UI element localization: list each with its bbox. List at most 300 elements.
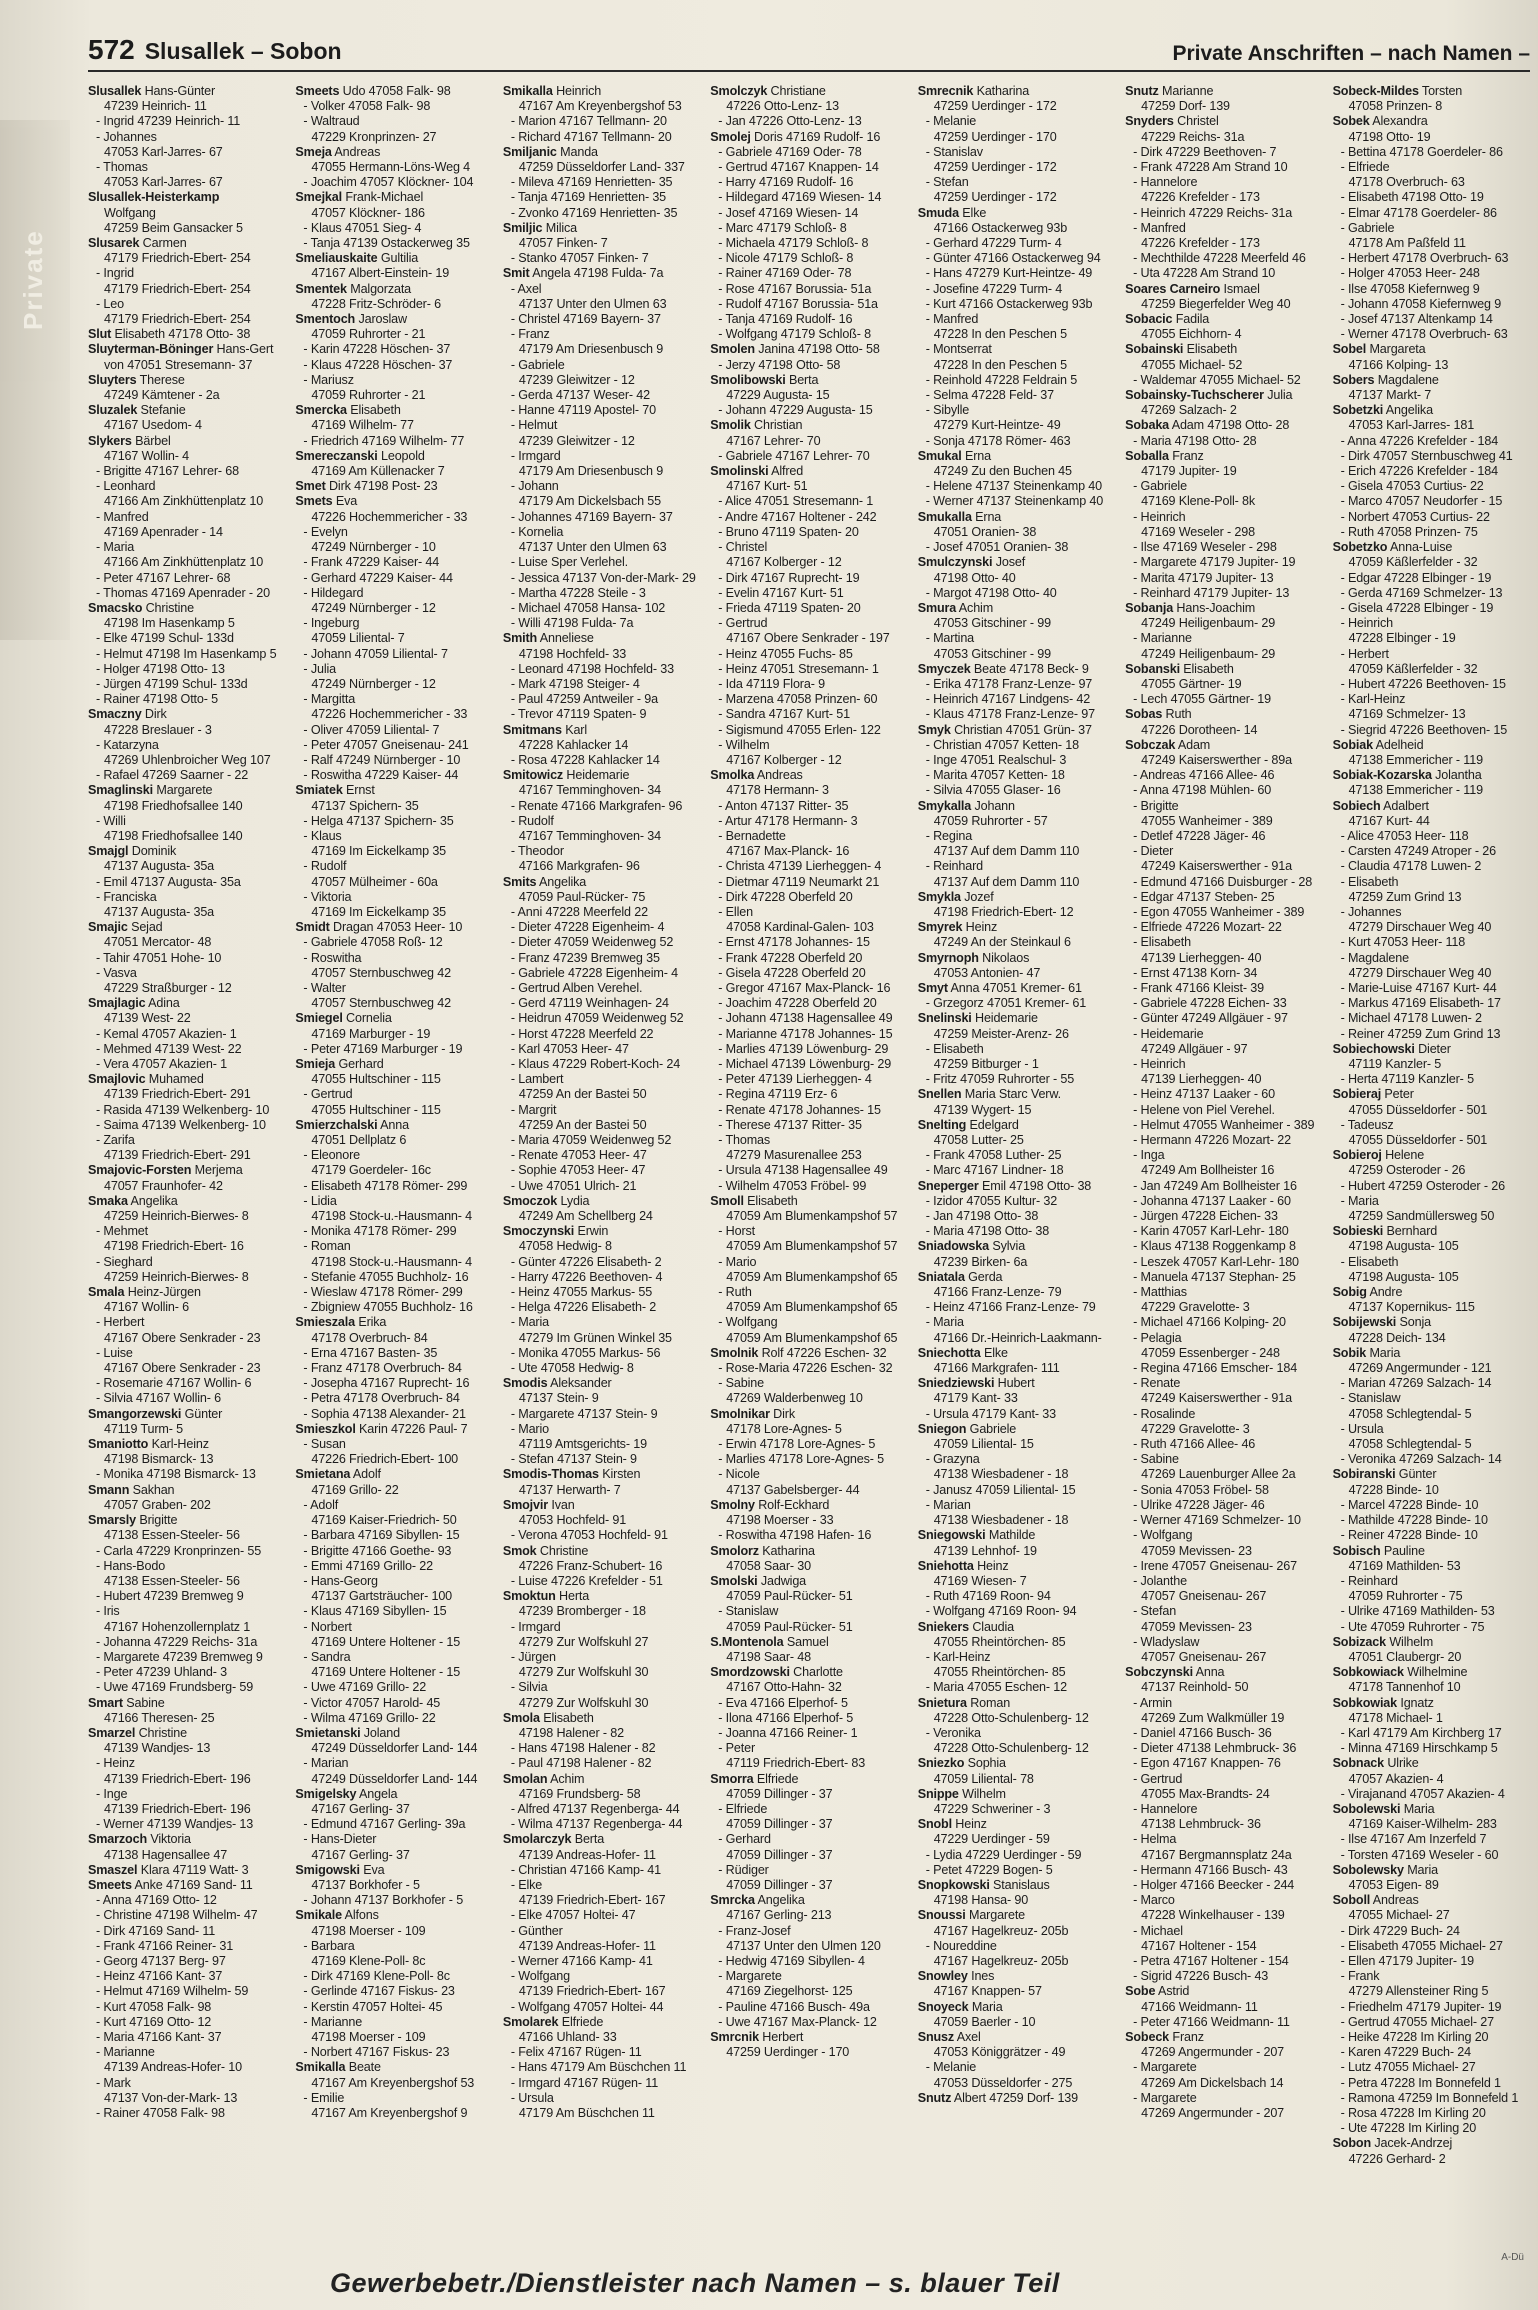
listing-entry	[503, 449, 700, 464]
address-line: 47138 Essen-Steeler- 56	[104, 1528, 240, 1543]
listing-entry	[1125, 1270, 1322, 1285]
address-line: 47198 Stock-u.-Hausmann- 4	[311, 1209, 473, 1224]
surname: Smann	[88, 1482, 130, 1497]
listing-entry	[1125, 1437, 1322, 1452]
entry-text: - Klaus 47178 Franz-Lenze- 97	[925, 707, 1095, 722]
address-line: 47239 Birken- 6a	[933, 1254, 1028, 1269]
listing-entry	[1125, 236, 1322, 251]
listing-entry	[295, 1057, 492, 1072]
listing-entry	[88, 388, 285, 403]
listing-entry	[88, 1285, 285, 1300]
listing-entry	[295, 753, 492, 768]
listing-entry	[918, 1817, 1115, 1832]
entry-text: - Josepha 47167 Ruprecht- 16	[303, 1376, 470, 1391]
listing-entry	[295, 1559, 492, 1574]
surname: S.Montenola	[710, 1634, 784, 1649]
listing-entry	[1333, 175, 1530, 190]
entry-text: - Georg 47137 Berg- 97	[96, 1953, 226, 1968]
entry-text: Joland	[360, 1725, 400, 1740]
entry-text: - Waldemar 47055 Michael- 52	[1133, 372, 1301, 387]
listing-entry	[88, 1133, 285, 1148]
listing-entry	[918, 844, 1115, 859]
listing-entry	[710, 1118, 907, 1133]
surname: Sobiak	[1332, 737, 1373, 752]
listing-entry	[710, 981, 907, 996]
entry-text: - Rafael 47269 Saarner - 22	[96, 768, 249, 783]
address-line: 47167 Otto-Hahn- 32	[726, 1680, 842, 1695]
surname: Smeliauskaite	[295, 251, 378, 266]
surname: Snyders	[1125, 114, 1174, 129]
entry-text: - Uwe 47051 Ulrich- 21	[510, 1178, 637, 1193]
listing-entry	[503, 1133, 700, 1148]
listing-entry	[503, 1848, 700, 1863]
address-line: 47259 Düsseldorfer Land- 337	[518, 160, 685, 175]
entry-text: - Andreas 47166 Allee- 46	[1133, 768, 1275, 783]
listing-entry	[503, 1224, 700, 1239]
entry-text: Erika	[354, 1315, 387, 1330]
listing-entry	[1125, 1726, 1322, 1741]
listing-entry	[918, 1574, 1115, 1589]
listing-entry	[295, 1863, 492, 1878]
listing-entry	[1333, 1407, 1530, 1422]
entry-text: - Luise 47226 Krefelder - 51	[510, 1573, 663, 1588]
address-line: 47059 Käßlerfelder - 32	[1348, 661, 1478, 676]
listing-entry	[1125, 2015, 1322, 2030]
listing-entry	[1125, 707, 1322, 722]
entry-text: Dirk	[769, 1406, 795, 1421]
listing-entry	[295, 540, 492, 555]
surname: Snellen	[917, 1087, 962, 1102]
listing-entry	[503, 1057, 700, 1072]
listing-entry	[295, 236, 492, 251]
listing-entry	[295, 859, 492, 874]
listing-entry	[710, 1407, 907, 1422]
entry-text: - Dietmar 47119 Neumarkt 21	[718, 874, 880, 889]
listing-entry	[88, 266, 285, 281]
entry-text: - Hans-Dieter	[303, 1832, 377, 1847]
listing-entry	[88, 935, 285, 950]
entry-text: - Willi 47198 Fulda- 7a	[510, 616, 634, 631]
address-line: 47137 Gartsträucher- 100	[311, 1589, 453, 1604]
listing-entry	[295, 358, 492, 373]
listing-entry	[88, 1027, 285, 1042]
listing-entry	[88, 1057, 285, 1072]
address-line: 47138 Essen-Steeler- 56	[104, 1573, 240, 1588]
listing-entry	[1333, 449, 1530, 464]
listing-entry	[1333, 1817, 1530, 1832]
entry-text: - Marion 47167 Tellmann- 20	[510, 114, 667, 129]
listing-entry	[295, 920, 492, 935]
listing-entry	[295, 783, 492, 798]
surname: Smitmans	[502, 722, 562, 737]
entry-text: - Anna 47169 Otto- 12	[96, 1893, 217, 1908]
listing-entry	[710, 236, 907, 251]
entry-text: Malgorzata	[346, 281, 412, 296]
address-line: 47138 Lehmbruck- 36	[1141, 1817, 1261, 1832]
entry-text: - Christel	[718, 540, 768, 555]
address-line: 47239 Gleiwitzer - 12	[518, 433, 635, 448]
listing-entry	[918, 2030, 1115, 2045]
listing-entry	[918, 1163, 1115, 1178]
listing-entry	[918, 1270, 1115, 1285]
entry-text: - Martha 47228 Steile - 3	[510, 585, 646, 600]
entry-text: - Elisabeth	[1133, 935, 1191, 950]
listing-entry	[295, 282, 492, 297]
entry-text: Carmen	[139, 236, 187, 251]
address-line: 47167 Hagelkreuz- 205b	[933, 1953, 1069, 1968]
address-line: 47055 Michael- 27	[1348, 1908, 1450, 1923]
listing-entry	[295, 1285, 492, 1300]
surname: Smiljanic	[502, 144, 557, 159]
listing-entry	[88, 768, 285, 783]
listing-entry	[295, 1346, 492, 1361]
listing-entry	[918, 1285, 1115, 1300]
surname: Sobczynski	[1125, 1665, 1193, 1680]
listing-entry	[710, 342, 907, 357]
address-line: 47167 Am Kreyenbergshof 9	[311, 2106, 468, 2121]
address-line: 47198 Hansa- 90	[933, 1893, 1029, 1908]
listing-entry	[918, 996, 1115, 1011]
listing-entry	[295, 1103, 492, 1118]
listing-entry	[88, 1908, 285, 1923]
entry-text: Ivan	[548, 1497, 575, 1512]
entry-text: - Harry 47226 Beethoven- 4	[510, 1269, 663, 1284]
listing-entry	[918, 266, 1115, 281]
listing-entry	[88, 1194, 285, 1209]
surname: Sniechotta	[917, 1345, 981, 1360]
listing-entry	[503, 1772, 700, 1787]
entry-text: - Kurt 47169 Otto- 12	[96, 2014, 212, 2029]
listing-entry	[1333, 1650, 1530, 1665]
listing-entry	[295, 1908, 492, 1923]
listing-entry	[1125, 251, 1322, 266]
address-line: 47226 Hochemmericher - 33	[311, 707, 468, 722]
listing-entry	[1333, 1376, 1530, 1391]
listing-entry	[918, 1376, 1115, 1391]
entry-text: Erwin	[574, 1224, 609, 1239]
listing-entry	[295, 1467, 492, 1482]
entry-text: - Irmgard 47167 Rügen- 11	[510, 2075, 659, 2090]
listing-entry	[88, 1665, 285, 1680]
listing-entry	[918, 616, 1115, 631]
listing-entry	[295, 160, 492, 175]
entry-text: Adam	[1175, 737, 1211, 752]
listing-entry	[918, 1148, 1115, 1163]
address-line: 47059 Am Blumenkampshof 57	[726, 1209, 898, 1224]
listing-entry	[1333, 1087, 1530, 1102]
entry-text: - Dieter 47138 Lehmbruck- 36	[1133, 1741, 1297, 1756]
listing-entry	[1333, 1848, 1530, 1863]
listing-entry	[295, 1163, 492, 1178]
listing-entry	[710, 890, 907, 905]
listing-entry	[918, 1680, 1115, 1695]
entry-text: - Irmgard	[510, 448, 561, 463]
entry-text: - Heinrich 47229 Reichs- 31a	[1133, 205, 1293, 220]
entry-text: Heinz	[951, 1817, 987, 1832]
entry-text: - Ellen	[718, 904, 753, 919]
listing-entry	[1333, 145, 1530, 160]
listing-entry	[503, 114, 700, 129]
listing-entry	[710, 449, 907, 464]
listing-entry	[295, 1498, 492, 1513]
listing-entry	[1125, 1224, 1322, 1239]
listing-entry	[710, 647, 907, 662]
listing-entry	[295, 1589, 492, 1604]
entry-text: - Marc 47167 Lindner- 18	[925, 1163, 1064, 1178]
entry-text: - Elisabeth 47178 Römer- 299	[303, 1178, 468, 1193]
entry-text: - Ingeburg	[303, 616, 360, 631]
listing-entry	[295, 99, 492, 114]
listing-entry	[918, 2060, 1115, 2075]
listing-entry	[918, 2045, 1115, 2060]
surname: Smolarczyk	[502, 1832, 572, 1847]
listing-entry	[88, 1711, 285, 1726]
listing-entry	[918, 1802, 1115, 1817]
listing-entry	[710, 1893, 907, 1908]
entry-text: - Maria	[1340, 1193, 1379, 1208]
entry-text: - Rudolf	[303, 859, 347, 874]
entry-text: - Regina 47119 Erz- 6	[718, 1087, 838, 1102]
address-line: 47228 Binde- 10	[1348, 1482, 1439, 1497]
listing-entry	[918, 1772, 1115, 1787]
entry-text: - Leo	[96, 296, 124, 311]
listing-entry	[1333, 342, 1530, 357]
listing-entry	[710, 1027, 907, 1042]
entry-text: Elisabeth	[1179, 661, 1234, 676]
listing-entry	[503, 1391, 700, 1406]
listing-entry	[295, 1741, 492, 1756]
entry-text: - Walter	[303, 980, 346, 995]
entry-text: Achim	[547, 1771, 585, 1786]
listing-entry	[88, 1741, 285, 1756]
listing-entry	[710, 1544, 907, 1559]
listing-entry	[88, 1467, 285, 1482]
entry-text: - Holger 47053 Heer- 248	[1340, 266, 1480, 281]
listing-entry	[918, 312, 1115, 327]
address-line: 47053 Karl-Jarres- 67	[104, 144, 223, 159]
listing-entry	[295, 616, 492, 631]
listing-entry	[88, 829, 285, 844]
address-line: 47169 Im Eickelkamp 35	[311, 844, 447, 859]
listing-column-4	[710, 84, 907, 2264]
listing-entry	[503, 2060, 700, 2075]
entry-text: - Peter 47169 Marburger - 19	[303, 1041, 463, 1056]
entry-text: - Klaus 47138 Roggenkamp 8	[1133, 1239, 1296, 1254]
listing-entry	[88, 631, 285, 646]
address-line: 47057 Graben- 202	[104, 1497, 211, 1512]
listing-entry	[1125, 1878, 1322, 1893]
listing-entry	[1125, 586, 1322, 601]
surname: Smaka	[88, 1193, 128, 1208]
entry-text: - Theodor	[510, 844, 564, 859]
listing-entry	[295, 1315, 492, 1330]
entry-text: - Erna 47167 Basten- 35	[303, 1345, 438, 1360]
listing-entry	[503, 2030, 700, 2045]
surname: Sluyterman-Böninger	[88, 342, 214, 357]
entry-text: - Sieghard	[96, 1254, 153, 1269]
surname: Smolorz	[710, 1543, 759, 1558]
entry-text: - Gerhard 47229 Kaiser- 44	[303, 570, 453, 585]
address-line: 47053 Gitschiner - 99	[933, 616, 1051, 631]
entry-text: - Egon 47167 Knappen- 76	[1133, 1756, 1281, 1771]
entry-text: Rolf 47226 Eschen- 32	[758, 1345, 887, 1360]
entry-text: Achim	[956, 600, 994, 615]
listing-entry	[1333, 84, 1530, 99]
address-line: 47169 Klene-Poll- 8k	[1141, 494, 1256, 509]
surname: Smolan	[502, 1771, 548, 1786]
listing-entry	[918, 707, 1115, 722]
entry-text: - Uwe 47167 Max-Planck- 12	[718, 2014, 877, 2029]
listing-entry	[710, 99, 907, 114]
entry-text: - Trevor 47119 Spaten- 9	[510, 707, 647, 722]
entry-text: Elisabeth	[539, 1710, 594, 1725]
entry-text: - Franz 47178 Overbruch- 84	[303, 1361, 462, 1376]
address-line: 47249 Kämtener - 2a	[104, 388, 220, 403]
surname: Sobiak-Kozarska	[1332, 768, 1432, 783]
address-line: 47059 Am Blumenkampshof 65	[726, 1300, 898, 1315]
listing-entry	[710, 1133, 907, 1148]
listing-entry	[1333, 783, 1530, 798]
listing-entry	[1125, 1285, 1322, 1300]
entry-text: - Victor 47057 Harold- 45	[303, 1695, 441, 1710]
listing-entry	[503, 1361, 700, 1376]
entry-text: - Dirk 47229 Buch- 24	[1340, 1923, 1460, 1938]
listing-entry	[295, 464, 492, 479]
listing-entry	[88, 1939, 285, 1954]
surname: Smolczyk	[710, 84, 768, 98]
entry-text: Alfred	[768, 464, 804, 479]
address-line: 47169 Untere Holtener - 15	[311, 1665, 461, 1680]
listing-entry	[710, 555, 907, 570]
entry-text: Margareta	[1366, 342, 1426, 357]
listing-entry	[1125, 84, 1322, 99]
listing-entry	[1125, 1391, 1322, 1406]
listing-entry	[295, 586, 492, 601]
listing-entry	[1333, 601, 1530, 616]
listing-entry	[1333, 814, 1530, 829]
entry-text: Torsten	[1418, 84, 1463, 98]
entry-text: - Ruth 47058 Prinzen- 75	[1340, 524, 1478, 539]
entry-text: - Reiner 47259 Zum Grind 13	[1340, 1026, 1501, 1041]
listing-entry	[918, 130, 1115, 145]
listing-entry	[88, 1863, 285, 1878]
address-line: 47139 Friedrich-Ebert- 291	[104, 1148, 251, 1163]
address-line: 47169 Grillo- 22	[311, 1482, 399, 1497]
listing-entry	[710, 1087, 907, 1102]
listing-entry	[1333, 1422, 1530, 1437]
listing-entry	[918, 1209, 1115, 1224]
entry-text: Frank-Michael	[341, 190, 424, 205]
entry-text: - Elisabeth 47055 Michael- 27	[1340, 1938, 1503, 1953]
listing-entry	[918, 662, 1115, 677]
address-line: 47059 Dillinger - 37	[726, 1847, 833, 1862]
listing-entry	[503, 2045, 700, 2060]
entry-text: Elfriede	[558, 2014, 604, 2029]
entry-text: Dominik	[128, 844, 177, 859]
entry-text: - Werner 47139 Wandjes- 13	[96, 1817, 254, 1832]
entry-text: Andreas	[331, 144, 381, 159]
listing-entry	[88, 2076, 285, 2091]
entry-text: Franz	[1169, 2030, 1204, 2044]
surname: Sobers	[1332, 372, 1375, 387]
listing-entry	[1125, 1148, 1322, 1163]
address-line: 47051 Claubergr- 20	[1348, 1649, 1462, 1664]
listing-entry	[918, 1848, 1115, 1863]
listing-entry	[1125, 221, 1322, 236]
address-line: 47226 Friedrich-Ebert- 100	[311, 1452, 459, 1467]
listing-entry	[88, 2091, 285, 2106]
listing-entry	[918, 799, 1115, 814]
surname: Smejkal	[295, 190, 342, 205]
surname: Sobijewski	[1332, 1315, 1397, 1330]
listing-entry	[1125, 1863, 1322, 1878]
entry-text: - Petra 47167 Holtener - 154	[1133, 1953, 1289, 1968]
entry-text: Christine	[142, 600, 194, 615]
entry-text: Manda	[556, 144, 598, 159]
surname: Smaczny	[88, 707, 142, 722]
surname: Smeja	[295, 144, 332, 159]
entry-text: - Ingrid 47239 Heinrich- 11	[96, 114, 241, 129]
entry-text: Jacek-Andrzej	[1370, 2136, 1453, 2151]
listing-entry	[503, 1452, 700, 1467]
surname: Snobl	[917, 1817, 952, 1832]
surname: Snietura	[917, 1695, 967, 1710]
entry-text: - Tadeusz	[1340, 1117, 1394, 1132]
listing-entry	[918, 1407, 1115, 1422]
entry-text: - Wilhelm 47053 Fröbel- 99	[718, 1178, 867, 1193]
entry-text: - Peter 47239 Uhland- 3	[96, 1665, 227, 1680]
listing-entry	[88, 84, 285, 99]
address-line: 47167 Holtener - 154	[1141, 1938, 1257, 1953]
entry-text: - Joachim 47228 Oberfeld 20	[718, 996, 877, 1011]
listing-entry	[88, 358, 285, 373]
entry-text: - Stefan	[1133, 1604, 1177, 1619]
listing-entry	[88, 1437, 285, 1452]
entry-text: Christian	[750, 418, 803, 433]
listing-entry	[88, 1969, 285, 1984]
listing-entry	[1333, 1863, 1530, 1878]
listing-entry	[1333, 1209, 1530, 1224]
listing-entry	[1125, 1300, 1322, 1315]
listing-entry	[710, 1483, 907, 1498]
surname: Smajlovic	[88, 1072, 146, 1087]
listing-entry	[503, 251, 700, 266]
entry-text: - Hedwig 47169 Sibyllen- 4	[718, 1953, 865, 1968]
address-line: 47139 Friedrich-Ebert- 167	[518, 1893, 666, 1908]
listing-entry	[710, 1179, 907, 1194]
listing-entry	[1125, 951, 1322, 966]
entry-text: - Marlies 47139 Löwenburg- 29	[718, 1041, 889, 1056]
entry-text: - Marzena 47058 Prinzen- 60	[718, 692, 878, 707]
listing-entry	[503, 1878, 700, 1893]
listing-entry	[295, 1802, 492, 1817]
address-line: 47167 Lehrer- 70	[726, 433, 821, 448]
listing-entry	[1333, 2121, 1530, 2136]
entry-text: - Brigitte 47167 Lehrer- 68	[96, 464, 239, 479]
listing-entry	[1333, 890, 1530, 905]
entry-text: Angelika	[1383, 403, 1433, 418]
address-line: 47058 Hedwig- 8	[518, 1239, 612, 1254]
listing-entry	[88, 327, 285, 342]
address-line: 47169 Marburger - 19	[311, 1026, 431, 1041]
entry-text: - Rosalinde	[1133, 1406, 1196, 1421]
surname: Smolinski	[710, 464, 769, 479]
listing-entry	[295, 1665, 492, 1680]
entry-text: - Wolfgang	[510, 1969, 571, 1984]
listing-entry	[1125, 1893, 1322, 1908]
address-line: 47057 Sternbuschweg 42	[311, 996, 451, 1011]
listing-entry	[710, 814, 907, 829]
